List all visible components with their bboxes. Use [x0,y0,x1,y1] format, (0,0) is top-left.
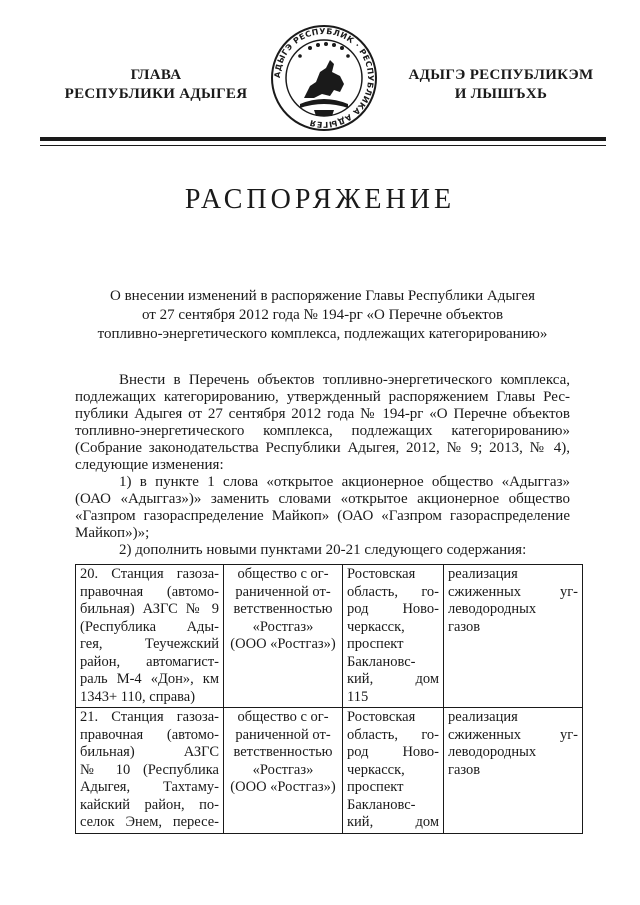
issuer-adyghe-line2: И ЛЫШЪХЬ [454,86,548,102]
table-row [76,708,583,834]
table-cell-address [343,708,444,834]
cell-line: «Ростгаз» [252,618,314,635]
emblem-ring-text: АДЫГЭ РЕСПУБЛИК · РЕСПУБЛИКА АДЫГЕЯ [272,26,376,130]
cell-line: ветственностью [233,744,333,760]
table-cell-address [343,565,444,708]
body-line: Внести в Перечень объектов топливно-энергетического комплекса, [119,372,570,388]
cell-line: газов [448,761,481,778]
body-line: следующие изменения: [75,457,224,473]
body-line: (Собрание законодательства Республики Адыгея, 2012, № 9; 2013, № 4), [75,440,570,456]
issuer-russian-line2: РЕСПУБЛИКИ АДЫГЕЯ [64,86,248,102]
body-line: подлежащих категорированию, утвержденный распоряжением Главы Рес- [75,389,570,405]
cell-line: леводородных [448,601,537,617]
cell-line: (ООО «Ростгаз») [230,779,336,795]
header-rule-thick [40,137,606,141]
issuer-adyghe [382,66,620,104]
body-line: «Газпром газораспределение Майкоп» (ОАО «Газпром газораспределение [75,508,570,524]
cell-line: область, го- [347,583,439,600]
adygea-coat-of-arms-icon [270,24,378,132]
header-rule-thin [40,145,606,146]
cell-line: 21. Станция газоза- [80,709,219,725]
body-line: Майкоп»)»; [75,525,150,541]
cell-line: бильная) АЗГС № 9 [80,601,219,617]
objects-table [75,564,583,834]
body-line: 2) дополнить новыми пунктами 20-21 следующего содержания: [119,542,527,558]
body-paragraph-3 [75,542,570,559]
cell-line: (Республика Ады- [80,618,219,635]
cell-line: сжиженных уг- [448,583,578,600]
body-line: публики Адыгея от 27 сентября 2012 года № 194-рг «О Перечне объектов [75,406,570,422]
cell-line: Баклановс- [347,653,416,670]
cell-line: черкасск, [347,618,405,635]
cell-line: кий, дом [347,814,439,830]
document-body [75,372,570,559]
cell-line: правочная (автомо- [80,583,219,600]
cell-line: бильная) АЗГС [80,744,219,760]
body-line: топливно-энергетического комплекса, подлежащих категорированию» [75,423,570,439]
cell-line: род Ново- [347,744,439,760]
table-cell-object [76,565,224,708]
cell-line: 1343+ 110, справа) [80,688,196,705]
issuer-russian-line1: ГЛАВА [130,67,182,83]
table-row [76,565,583,708]
cell-line: раль М-4 «Дон», км [80,671,219,687]
table-cell-activity [444,708,583,834]
body-line: (ОАО «Адыггаз»)» заменить словами «открытое акционерное общество [75,491,570,507]
cell-line: род Ново- [347,601,439,617]
cell-line: сжиженных уг- [448,726,578,743]
cell-line: Ростовская [347,566,416,582]
cell-line: общество с ог- [237,709,329,725]
document-title: РАСПОРЯЖЕНИЕ [184,184,456,215]
document-subject [60,287,585,344]
table-cell-owner [224,708,343,834]
table-cell-activity [444,565,583,708]
cell-line: область, го- [347,726,439,743]
cell-line: 115 [347,688,369,705]
cell-line: правочная (автомо- [80,726,219,743]
cell-line: черкасск, [347,761,405,778]
cell-line: общество с ог- [237,566,329,582]
cell-line: проспект [347,779,404,795]
cell-line: раниченной от- [235,726,331,743]
subject-line: О внесении изменений в распоряжение Главы Республики Адыгея [110,288,535,304]
cell-line: газов [448,618,481,635]
cell-line: реализация [448,709,518,725]
cell-line: реализация [448,566,518,582]
cell-line: ветственностью [233,601,333,617]
cell-line: район, автомагист- [80,653,219,670]
cell-line: гея, Теучежский [80,636,219,652]
cell-line: (ООО «Ростгаз») [230,636,336,652]
table-cell-object [76,708,224,834]
table-cell-owner [224,565,343,708]
cell-line: кайский район, по- [80,796,219,813]
cell-line: «Ростгаз» [252,761,314,778]
body-paragraph-1 [75,372,570,474]
cell-line: 20. Станция газоза- [80,566,219,582]
subject-line: топливно-энергетического комплекса, подлежащих категорированию» [97,326,548,342]
cell-line: Ростовская [347,709,416,725]
cell-line: кий, дом [347,671,439,687]
cell-line: проспект [347,636,404,652]
cell-line: Адыгея, Тахтаму- [80,779,219,795]
issuer-adyghe-line1: АДЫГЭ РЕСПУБЛИКЭМ [408,67,594,83]
cell-line: раниченной от- [235,583,331,600]
cell-line: леводородных [448,744,537,760]
body-paragraph-2 [75,474,570,542]
subject-line: от 27 сентября 2012 года № 194-рг «О Перечне объектов [141,307,504,323]
issuer-russian [40,66,272,104]
cell-line: Баклановс- [347,796,416,813]
body-line: 1) в пункте 1 слова «открытое акционерное общество «Адыггаз» [119,474,570,490]
cell-line: селок Энем, пересе- [80,814,219,830]
cell-line: № 10 (Республика [80,761,219,778]
